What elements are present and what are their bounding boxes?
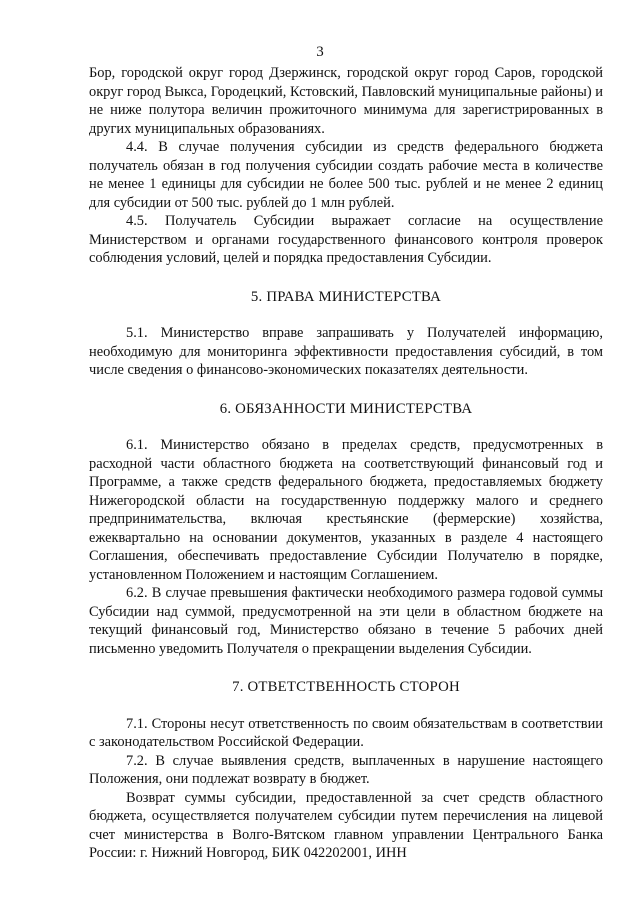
paragraph-4-4: 4.4. В случае получения субсидии из средств федерального бюджета получатель обязан в год получения субсидии создать рабочие места в количестве не менее 1 единицы для субсидии не более 500 тыс. рублей и не менее 2 единиц для субсидии от 500 тыс. рублей до 1 млн рублей.: [89, 139, 603, 211]
paragraph-5-1: 5.1. Министерство вправе запрашивать у Получателей информацию, необходимую для мониторинга эффективности предоставления субсидий, в том числе сведения о финансово-экономических показателях деятельности.: [89, 325, 603, 378]
paragraph-refund: Возврат суммы субсидии, предоставленной за счет средств областного бюджета, осуществляется получателем субсидии путем перечисления на лицевой счет министерства в Волго-Вятском главном управлении Центрального Банка России: г. Нижний Новгород, БИК 042202001, ИНН: [89, 789, 603, 861]
section-5-heading: 5. ПРАВА МИНИСТЕРСТВА: [250, 288, 442, 305]
paragraph-4-5: 4.5. Получатель Субсидии выражает согласие на осуществление Министерством и органами государственного финансового контроля проверок соблюдения условий, целей и порядка предоставления Субсидии.: [89, 213, 603, 266]
document-body: [89, 64, 603, 863]
section-6-heading: 6. ОБЯЗАННОСТИ МИНИСТЕРСТВА: [219, 400, 473, 417]
paragraph-6-2: 6.2. В случае превышения фактически необходимого размера годовой суммы Субсидии над суммой, предусмотренной на эти цели в областном бюджете на текущий финансовый год, Министерство обязано в течение 5 рабочих дней письменно уведомить Получателя о прекращении выделения Субсидии.: [89, 585, 603, 657]
intro-paragraph: Бор, городской округ город Дзержинск, городской округ город Саров, городской округ город Выкса, Городецкий, Кстовский, Павловский муниципальные районы) и не ниже полутора величин прожиточного минимума для зарегистрированных в других муниципальных образованиях.: [89, 65, 603, 137]
paragraph-6-1: 6.1. Министерство обязано в пределах средств, предусмотренных в расходной части областного бюджета на соответствующий финансовый год и Программе, а также средств федерального бюджета, предоставляемых бюджету Нижегородской области на государственную поддержку малого и среднего предпринимательства, включая крестьянские (фермерские) хозяйства, ежеквартально на основании документов, указанных в разделе 4 настоящего Соглашения, обеспечивать предоставление Субсидии Получателю в порядке, установленном Положением и настоящим Соглашением.: [89, 437, 603, 583]
page-number: 3: [316, 44, 324, 60]
section-7-heading: 7. ОТВЕТСТВЕННОСТЬ СТОРОН: [232, 679, 460, 695]
paragraph-7-1: 7.1. Стороны несут ответственность по своим обязательствам в соответствии с законодательством Российской Федерации.: [89, 715, 603, 750]
paragraph-7-2: 7.2. В случае выявления средств, выплаченных в нарушение настоящего Положения, они подлежат возврату в бюджет.: [89, 752, 603, 787]
